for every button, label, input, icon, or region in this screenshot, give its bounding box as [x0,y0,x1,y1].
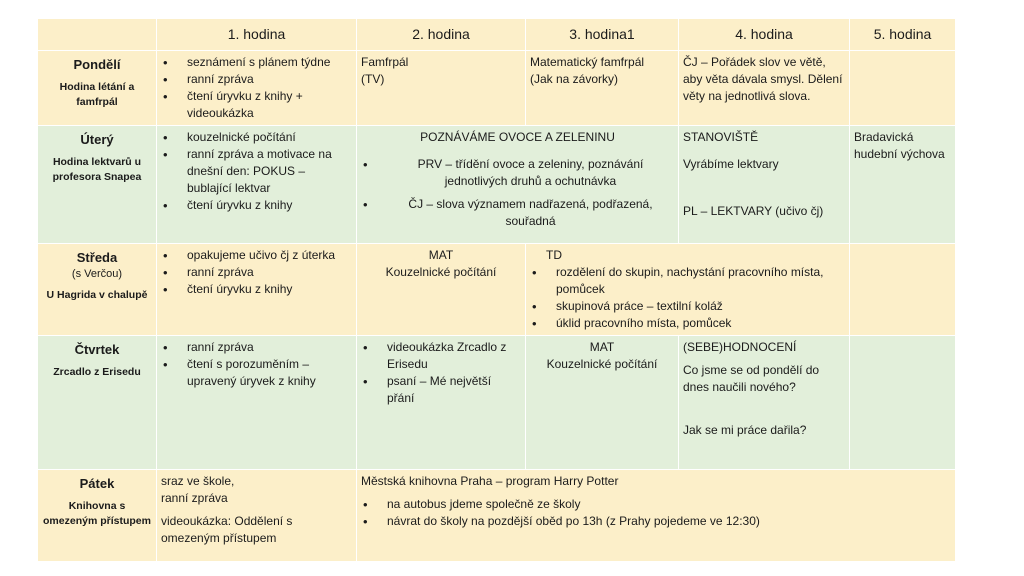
list-item: • na autobus jdeme společně ze školy [361,496,951,513]
monday-hour-1 [157,51,357,126]
cell-line: ranní zpráva [161,491,228,505]
thursday-hour-5 [850,336,956,470]
header-hour-4: 4. hodina [679,19,850,51]
list-item: • ranní zpráva [161,71,352,88]
list-item: • ranní zpráva [161,264,352,281]
list-item: • rozdělení do skupin, nachystání pracovního místa, pomůcek [530,264,845,298]
friday-hour-1 [157,470,357,562]
list-item: • kouzelnické počítání [161,129,352,146]
day-name: Čtvrtek [74,342,120,357]
list-item: • čtení úryvku z knihy + videoukázka [161,88,352,122]
cell-line: (Jak na závorky) [530,72,619,86]
block-title: TD [546,248,562,262]
list-item: • opakujeme učivo čj z úterka [161,247,352,264]
cell-line: STANOVIŠTĚ [683,130,759,144]
wednesday-hour-3-4 [526,244,850,336]
monday-hour-4: ČJ – Pořádek slov ve větě, aby věta dávala smysl. Dělení věty na jednotlivá slova. [679,51,850,126]
header-hour-2: 2. hodina [357,19,526,51]
day-name: Středa [76,250,118,265]
wednesday-hour-1 [157,244,357,336]
header-hour-3: 3. hodina1 [526,19,679,51]
cell-line: Co jsme se od pondělí do dnes naučili nového? [683,363,820,394]
list-item: • ranní zpráva a motivace na dnešní den: POKUS – bublající lektvar [161,146,352,197]
cell-line: sraz ve škole, [161,474,235,488]
day-name: Pátek [79,476,115,491]
day-wednesday [38,244,157,336]
header-hour-5: 5. hodina [850,19,956,51]
tuesday-hour-4 [679,126,850,244]
row-wednesday [38,244,956,336]
cell-line: (TV) [361,72,385,86]
day-name: Úterý [80,132,114,147]
cell-line: MAT [428,248,454,262]
block-title: POZNÁVÁME OVOCE A ZELENINU [420,130,615,144]
wednesday-hour-2 [357,244,526,336]
day-thursday [38,336,157,470]
list-item: • skupinová práce – textilní koláž [530,298,845,315]
list-item: • ČJ – slova významem nadřazená, podřazená, souřadná [361,196,674,230]
cell-line: (SEBE)HODNOCENÍ [683,340,797,354]
thursday-hour-2 [357,336,526,470]
day-monday [38,51,157,126]
block-title: Městská knihovna Praha – program Harry Potter [361,474,619,488]
cell-line: Jak se mi práce dařila? [683,423,807,437]
cell-line: Matematický famfrpál [530,55,645,69]
monday-hour-5 [850,51,956,126]
day-theme: Zrcadlo z Erisedu [53,366,141,378]
day-name: Pondělí [73,57,121,72]
row-friday [38,470,956,562]
wednesday-hour-5 [850,244,956,336]
monday-hour-2 [357,51,526,126]
tuesday-hour-5: Bradavická hudební výchova [850,126,956,244]
day-theme: Hodina létání a famfrpál [59,81,135,108]
tuesday-hour-2-3 [357,126,679,244]
list-item: • psaní – Mé největší přání [361,373,521,407]
day-tuesday [38,126,157,244]
cell-line: Kouzelnické počítání [546,357,658,371]
day-theme: Hodina lektvarů u profesora Snapea [52,156,142,183]
schedule-table [37,18,956,562]
row-monday [38,51,956,126]
list-item: • čtení s porozuměním – upravený úryvek z knihy [161,356,352,390]
cell-line: videoukázka: Oddělení s omezeným přístupem [161,514,293,545]
friday-hour-2-5 [357,470,956,562]
day-theme: U Hagrida v chalupě [46,289,148,301]
thursday-hour-3 [526,336,679,470]
cell-line: Kouzelnické počítání [385,265,497,279]
list-item: • čtení úryvku z knihy [161,281,352,298]
thursday-hour-4 [679,336,850,470]
day-friday [38,470,157,562]
day-theme: Knihovna s omezeným přístupem [43,500,151,527]
header-row [38,19,956,51]
list-item: • PRV – třídění ovoce a zeleniny, poznávání jednotlivých druhů a ochutnávka [361,156,674,190]
list-item: • čtení úryvku z knihy [161,197,352,214]
tuesday-hour-1 [157,126,357,244]
header-hour-1: 1. hodina [157,19,357,51]
header-empty [38,19,157,51]
list-item: • návrat do školy na pozdější oběd po 13h (z Prahy pojedeme ve 12:30) [361,513,951,530]
thursday-hour-1 [157,336,357,470]
list-item: • seznámení s plánem týdne [161,54,352,71]
cell-line: MAT [589,340,615,354]
list-item: • ranní zpráva [161,339,352,356]
row-tuesday [38,126,956,244]
cell-line: Famfrpál [361,55,409,69]
monday-hour-3 [526,51,679,126]
day-note: (s Verčou) [71,268,123,280]
row-thursday [38,336,956,470]
list-item: • úklid pracovního místa, pomůcek [530,315,845,332]
list-item: • videoukázka Zrcadlo z Erisedu [361,339,521,373]
cell-line: PL – LEKTVARY (učivo čj) [683,204,824,218]
cell-line: Vyrábíme lektvary [683,157,779,171]
